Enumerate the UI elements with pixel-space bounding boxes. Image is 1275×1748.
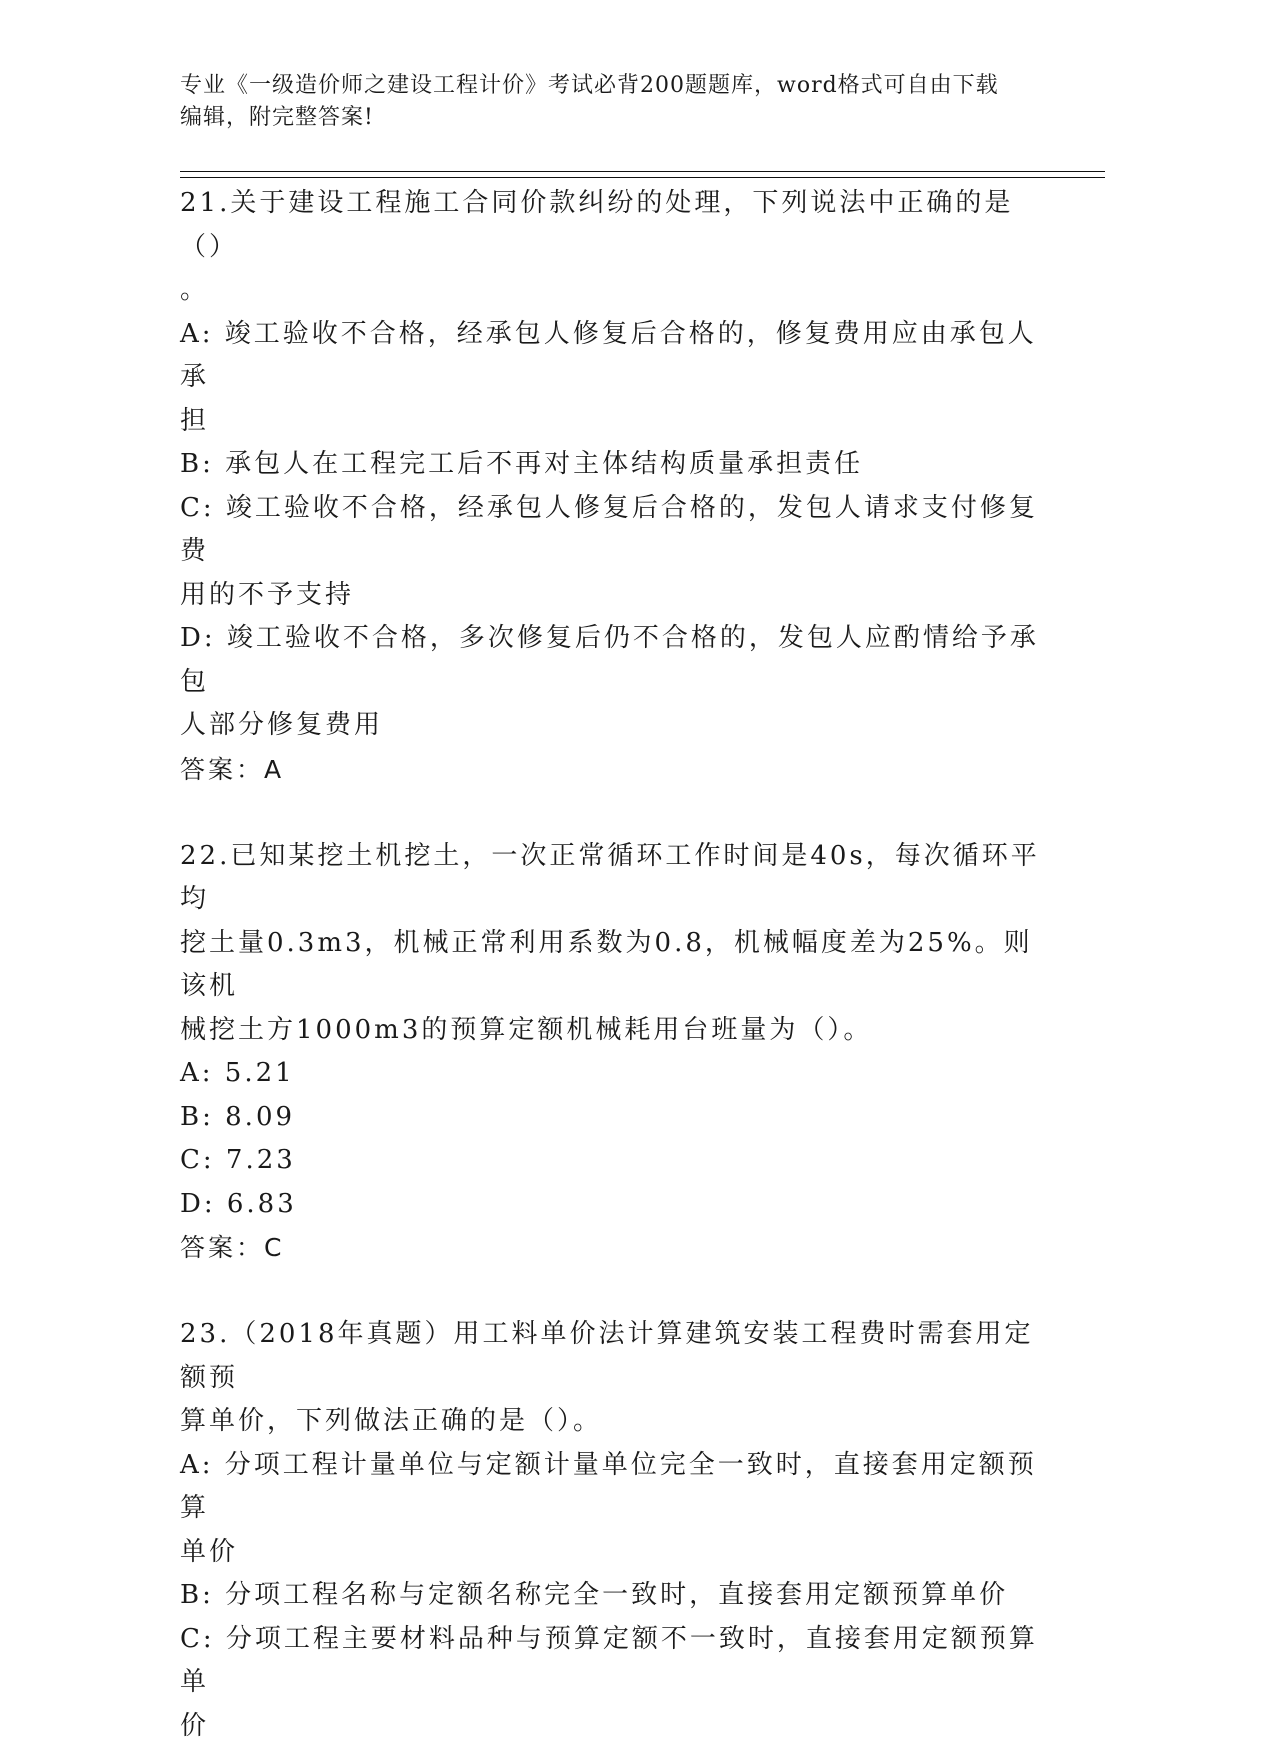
header-line-1: 专业《一级造价师之建设工程计价》考试必背200题题库，word格式可自由下载 (180, 70, 1040, 102)
option-b: B: 承包人在工程完工后不再对主体结构质量承担责任 (180, 443, 1040, 487)
option-a: A: 5.21 (180, 1052, 1040, 1096)
option-a: A: 竣工验收不合格，经承包人修复后合格的，修复费用应由承包人承 (180, 313, 1040, 400)
question-stem-line: 算单价，下列做法正确的是（）。 (180, 1400, 1040, 1444)
question-stem-line: 21.关于建设工程施工合同价款纠纷的处理，下列说法中正确的是（） (180, 182, 1040, 269)
header-line-2: 编辑，附完整答案! (180, 102, 1040, 134)
spacer (180, 791, 1040, 835)
option-b: B: 8.09 (180, 1096, 1040, 1140)
document-header (180, 70, 1040, 134)
header-divider-top (180, 171, 1105, 172)
option-c: C: 分项工程主要材料品种与预算定额不一致时，直接套用定额预算单 (180, 1618, 1040, 1705)
option-d: D: 竣工验收不合格，多次修复后仍不合格的，发包人应酌情给予承包 (180, 617, 1040, 704)
answer-label: 答案：C (180, 1226, 1040, 1270)
option-c-continued: 价 (180, 1705, 1040, 1748)
question-stem-line: 。 (180, 269, 1040, 313)
option-c: C: 7.23 (180, 1139, 1040, 1183)
question-22 (180, 835, 1040, 1270)
option-a-continued: 单价 (180, 1531, 1040, 1575)
option-d: D: 6.83 (180, 1183, 1040, 1227)
option-a-continued: 担 (180, 400, 1040, 444)
option-b: B: 分项工程名称与定额名称完全一致时，直接套用定额预算单价 (180, 1574, 1040, 1618)
option-a: A: 分项工程计量单位与定额计量单位完全一致时，直接套用定额预算 (180, 1444, 1040, 1531)
header-divider-bottom (180, 177, 1105, 178)
question-stem-line: 22.已知某挖土机挖土，一次正常循环工作时间是40s，每次循环平均 (180, 835, 1040, 922)
answer-label: 答案：A (180, 748, 1040, 792)
spacer (180, 1270, 1040, 1314)
question-23 (180, 1313, 1040, 1748)
question-stem-line: 23.（2018年真题）用工料单价法计算建筑安装工程费时需套用定额预 (180, 1313, 1040, 1400)
question-21 (180, 182, 1040, 791)
option-c: C: 竣工验收不合格，经承包人修复后合格的，发包人请求支付修复费 (180, 487, 1040, 574)
option-c-continued: 用的不予支持 (180, 574, 1040, 618)
question-stem-line: 挖土量0.3m3，机械正常利用系数为0.8，机械幅度差为25%。则该机 (180, 922, 1040, 1009)
question-stem-line: 械挖土方1000m3的预算定额机械耗用台班量为（）。 (180, 1009, 1040, 1053)
question-list (180, 182, 1040, 1748)
option-d-continued: 人部分修复费用 (180, 704, 1040, 748)
